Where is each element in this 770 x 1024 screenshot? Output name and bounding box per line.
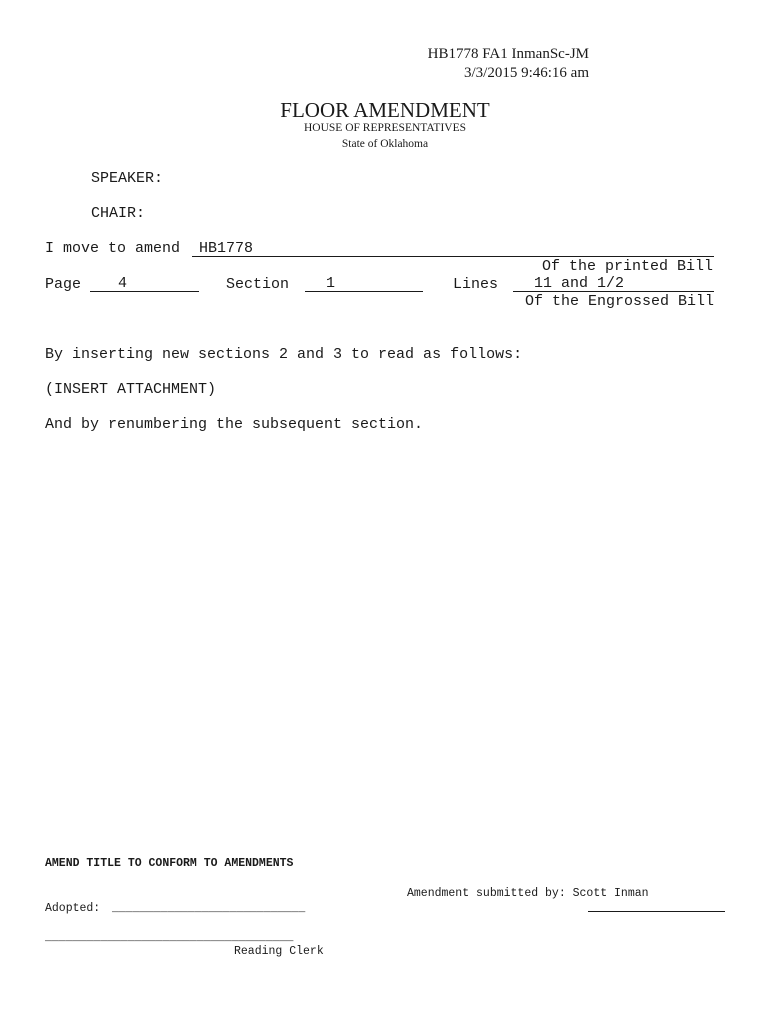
page-underline: [90, 291, 199, 292]
state-label: State of Oklahoma: [341, 138, 429, 150]
section-underline: [305, 291, 423, 292]
timestamp: 3/3/2015 9:46:16 am: [464, 65, 589, 81]
page-value: 4: [118, 275, 128, 292]
amend-title-label: AMEND TITLE TO CONFORM TO AMENDMENTS: [45, 857, 294, 870]
move-to-amend-label: I move to amend: [45, 240, 181, 257]
house-label: HOUSE OF REPRESENTATIVES: [303, 122, 466, 134]
adopted-label: Adopted:: [45, 902, 101, 915]
chair-label: CHAIR:: [91, 205, 146, 222]
bill-underline: [192, 256, 714, 257]
clerk-blank: ____________________________________: [45, 931, 294, 944]
section-label: Section: [226, 276, 290, 293]
adopted-blank: ____________________________: [112, 902, 306, 915]
amendment-text-1: By inserting new sections 2 and 3 to read as follows:: [45, 346, 523, 363]
speaker-label: SPEAKER:: [91, 170, 164, 187]
page-title: FLOOR AMENDMENT: [280, 98, 490, 122]
page-label: Page: [45, 276, 82, 293]
reading-clerk-label: Reading Clerk: [234, 945, 324, 958]
engrossed-bill-label: Of the Engrossed Bill: [525, 293, 715, 310]
signature-line: [588, 911, 725, 912]
submitted-by-label: Amendment submitted by: Scott Inman: [407, 887, 649, 900]
amendment-text-2: (INSERT ATTACHMENT): [45, 381, 217, 398]
amendment-text-3: And by renumbering the subsequent section.: [45, 416, 424, 433]
printed-bill-label: Of the printed Bill: [542, 258, 714, 275]
bill-id: HB1778 FA1 InmanSc-JM: [427, 46, 589, 62]
lines-value: 11 and 1/2: [534, 275, 625, 292]
lines-label: Lines: [453, 276, 499, 293]
bill-value: HB1778: [199, 240, 254, 257]
section-value: 1: [326, 275, 336, 292]
